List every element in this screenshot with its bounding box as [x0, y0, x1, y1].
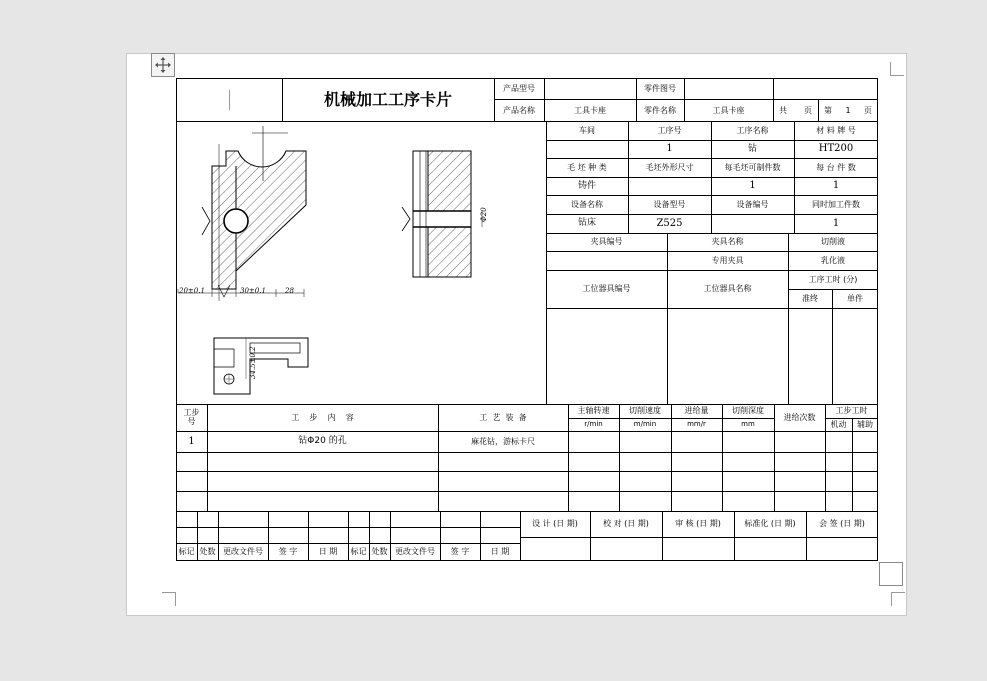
depth-label: 切削深度: [732, 406, 764, 415]
blank-type-label: 毛 坯 种 类: [567, 162, 607, 172]
review-label: 审 核 (日 期): [675, 519, 721, 528]
rev-sign-label-2: 签 字: [450, 547, 470, 556]
countersign-label: 会 签 (日 期): [819, 519, 865, 528]
coolant-label: 切削液: [821, 237, 845, 246]
equipment-name-label: 设备名称: [571, 199, 603, 209]
step-row-1-equipment[interactable]: 麻花钻，游标卡尺: [471, 436, 535, 446]
blank-size-value[interactable]: [628, 177, 711, 195]
top-view: [214, 338, 308, 394]
cut-speed-unit: m/min: [633, 420, 657, 428]
dim-d: Φ20: [480, 207, 488, 222]
rev-count-label-2: 处数: [371, 547, 388, 556]
passes-label: 进给次数: [783, 412, 816, 422]
feed-unit: mm/r: [687, 420, 706, 428]
product-name-label: 产品名称: [503, 105, 535, 115]
material-value[interactable]: HT200: [818, 143, 854, 154]
step-no-label: [176, 404, 207, 431]
dim-e: 34.5±0.2: [249, 346, 257, 379]
product-name-value[interactable]: 工具卡座: [574, 105, 606, 115]
rev-date-label-2: 日 期: [490, 547, 510, 556]
product-model-label: 产品型号: [503, 84, 535, 93]
step-row-1-content[interactable]: 钻Φ20 的孔: [298, 436, 347, 446]
rev-date-label: 日 期: [318, 547, 338, 556]
workshop-label: 车间: [579, 125, 595, 135]
standard-label: 标准化 (日 期): [744, 519, 796, 528]
machine-time-label: 机动: [830, 419, 847, 429]
single-time-label: 单件: [847, 293, 863, 303]
feed-label: 进给量: [684, 406, 709, 415]
rev-mark-label: 标记: [178, 547, 195, 556]
dim-b: 30±0.1: [240, 287, 266, 295]
spindle-label: 主轴转速: [577, 406, 610, 415]
cut-speed-label: 切削速度: [629, 406, 661, 415]
equipment-model-value[interactable]: Z525: [656, 217, 683, 229]
equipment-no-label: 设备编号: [736, 199, 769, 209]
page-label: 第: [824, 105, 832, 115]
crop-mark-top-right: [890, 62, 904, 76]
side-view: [402, 151, 482, 277]
step-no-label-text: 工步号: [183, 407, 200, 426]
material-label: 材 料 牌 号: [816, 125, 856, 135]
total-label: 共: [779, 105, 787, 115]
rev-sign-label: 签 字: [278, 547, 298, 556]
process-time-label: 工序工时 (分): [808, 274, 858, 284]
equipment-name-value[interactable]: 钻床: [577, 218, 596, 228]
part-drawing-label: 零件图号: [644, 84, 676, 93]
equipment-model-label: 设备型号: [653, 199, 686, 209]
station-tool-no-label: 工位器具编号: [582, 284, 631, 293]
process-card: [176, 78, 878, 561]
simultaneous-value[interactable]: 1: [832, 217, 840, 229]
part-name-value[interactable]: 工具卡座: [712, 105, 745, 115]
spindle-unit: r/min: [584, 420, 603, 428]
crop-mark-bottom-left: [162, 592, 176, 606]
table-move-handle[interactable]: [151, 53, 175, 77]
rev-mark-label-2: 标记: [350, 547, 367, 556]
simultaneous-label: 同时加工件数: [812, 199, 860, 209]
process-no-label: 工序号: [657, 125, 682, 135]
coolant-value[interactable]: 乳化液: [821, 255, 845, 265]
step-row-1-no[interactable]: 1: [188, 435, 195, 447]
rev-file-label-2: 更改文件号: [395, 547, 435, 556]
front-view: [178, 126, 306, 301]
card-title: 机械加工工序卡片: [323, 89, 452, 109]
rev-count-label: 处数: [199, 547, 216, 556]
crop-mark-bottom-right: [891, 592, 905, 606]
process-no-value[interactable]: 1: [666, 143, 673, 154]
part-name-label: 零件名称: [644, 105, 676, 115]
fixture-name-label: 夹具名称: [711, 237, 744, 246]
rev-file-label: 更改文件号: [223, 547, 263, 556]
step-content-label: 工 步 内 容: [291, 412, 354, 422]
current-page[interactable]: [818, 100, 878, 121]
depth-unit: mm: [741, 420, 755, 428]
step-time-label: 工步工时: [835, 406, 868, 415]
text-cursor: [229, 90, 230, 110]
title-logo-cell[interactable]: [176, 78, 282, 121]
station-tool-name-label: 工位器具名称: [703, 284, 752, 293]
proof-label: 校 对 (日 期): [603, 519, 649, 528]
aux-time-label: 辅助: [857, 419, 873, 429]
parts-per-blank-label: 每毛坯可制件数: [724, 162, 781, 172]
prep-time-label: 准终: [802, 293, 818, 303]
workshop-value[interactable]: [546, 140, 628, 158]
blank-size-label: 毛坯外形尺寸: [645, 162, 694, 172]
design-label: 设 计 (日 期): [532, 519, 578, 528]
fixture-name-value[interactable]: 专用夹具: [711, 255, 744, 265]
product-model-value[interactable]: [544, 78, 636, 100]
move-handle-icon: [154, 56, 172, 74]
total-pages[interactable]: [773, 100, 818, 121]
step-equipment-label: 工 艺 装 备: [479, 412, 527, 422]
part-drawing: [176, 121, 546, 404]
process-name-value[interactable]: 钻: [747, 143, 757, 154]
parts-per-unit-value[interactable]: 1: [832, 180, 840, 191]
parts-per-unit-label: 每 台 件 数: [816, 162, 856, 172]
fixture-no-label: 夹具编号: [590, 237, 623, 246]
dim-c: 28: [285, 287, 294, 295]
process-name-label: 工序名称: [736, 125, 769, 135]
parts-per-blank-value[interactable]: 1: [749, 180, 756, 191]
total-unit: 页: [804, 105, 812, 115]
blank-type-value[interactable]: 铸件: [577, 180, 596, 191]
page-value: 1: [845, 105, 851, 115]
part-drawing-value[interactable]: [684, 78, 773, 100]
table-resize-handle[interactable]: [879, 562, 903, 586]
dim-a: 20±0.1: [179, 287, 205, 295]
equipment-no-value[interactable]: [711, 214, 794, 233]
page-unit: 页: [864, 105, 872, 115]
fixture-no-value[interactable]: [546, 251, 667, 270]
